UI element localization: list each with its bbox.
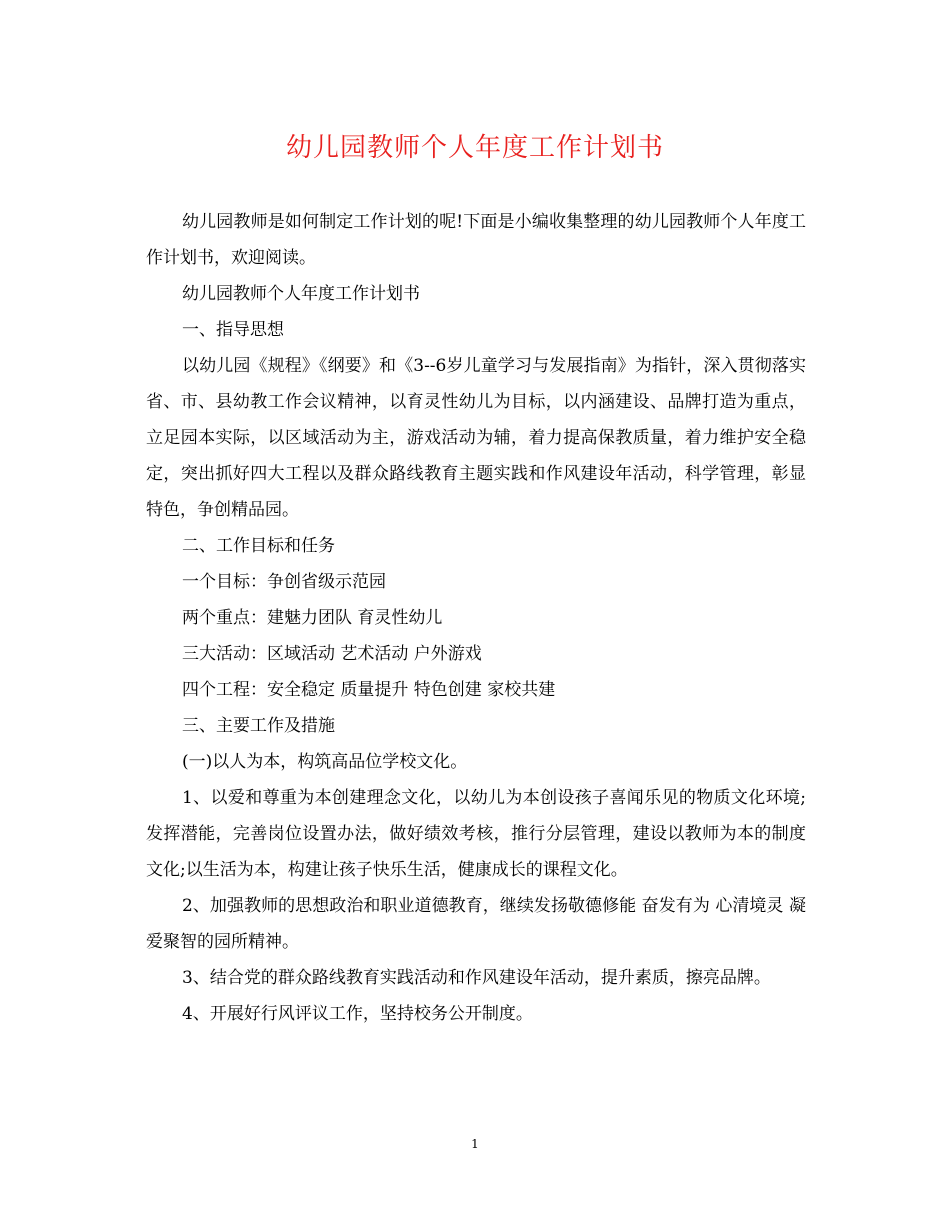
document-body [146, 204, 806, 1032]
list-item-one-goal: 一个目标：争创省级示范园 [182, 572, 386, 592]
document-title: 幼儿园教师个人年度工作计划书 [285, 133, 664, 163]
section-heading-guiding-ideology: 一、指导思想 [182, 320, 284, 340]
paragraph-item-1: 1、以爱和尊重为本创建理念文化，以幼儿为本创设孩子喜闻乐见的物质文化环境;发挥潜能，完善岗位设置办法，做好绩效考核，推行分层管理，建设以教师为本的制度文化;以生活为本，构建让孩子快乐生活，健康成长的课程文化。 [146, 788, 806, 880]
page-number: 1 [471, 1137, 479, 1151]
section-heading-main-work: 三、主要工作及措施 [182, 716, 335, 736]
list-item-four-projects: 四个工程：安全稳定 质量提升 特色创建 家校共建 [182, 680, 556, 700]
paragraph-intro: 幼儿园教师是如何制定工作计划的呢!下面是小编收集整理的幼儿园教师个人年度工作计划书，欢迎阅读。 [146, 212, 806, 268]
paragraph-item-2: 2、加强教师的思想政治和职业道德教育，继续发扬敬德修能 奋发有为 心清境灵 凝爱聚智的园所精神。 [146, 896, 806, 952]
list-item-three-activities: 三大活动：区域活动 艺术活动 户外游戏 [182, 644, 482, 664]
section-heading-goals-tasks: 二、工作目标和任务 [182, 536, 335, 556]
paragraph-item-3: 3、结合党的群众路线教育实践活动和作风建设年活动，提升素质，擦亮品牌。 [182, 968, 771, 988]
subsection-heading-culture: (一)以人为本，构筑高品位学校文化。 [182, 752, 468, 772]
paragraph-item-4: 4、开展好行风评议工作，坚持校务公开制度。 [182, 1004, 533, 1024]
list-item-two-focuses: 两个重点：建魅力团队 育灵性幼儿 [182, 608, 443, 628]
paragraph-subtitle: 幼儿园教师个人年度工作计划书 [182, 284, 420, 304]
paragraph-guiding-ideology: 以幼儿园《规程》《纲要》和《3--6岁儿童学习与发展指南》为指针，深入贯彻落实省、市、县幼教工作会议精神，以育灵性幼儿为目标，以内涵建设、品牌打造为重点，立足园本实际，以区域活动为主，游戏活动为辅，着力提高保教质量，着力维护安全稳定，突出抓好四大工程以及群众路线教育主题实践和作风建设年活动，科学管理，彰显特色，争创精品园。 [146, 356, 806, 520]
